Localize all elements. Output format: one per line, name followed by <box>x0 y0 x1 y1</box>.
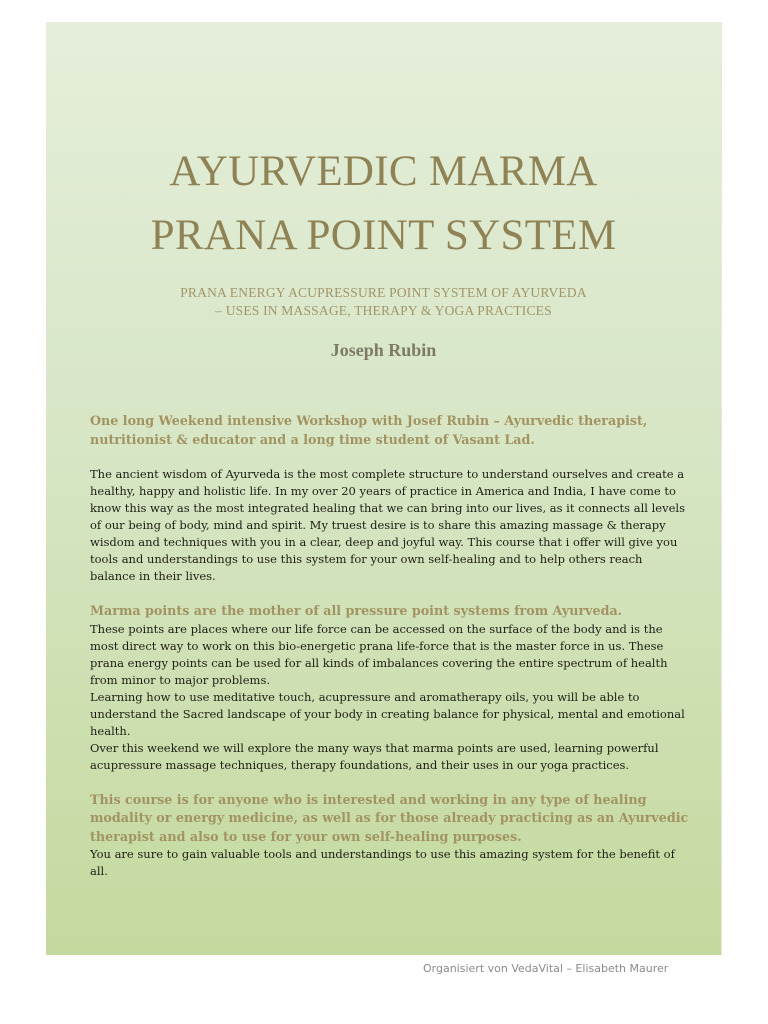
subtitle <box>46 284 721 320</box>
title-line-2: PRANA POINT SYSTEM <box>150 212 617 259</box>
spacer <box>90 449 690 466</box>
marma-paragraph-1: These points are places where our life force can be accessed on the surface of the body and is the most direct way to work on this bio-energetic prana life-force that is the master force in us. These prana energy points can be used for all kinds of imbalances covering the entire spectrum of health from minor to major problems. <box>90 621 668 687</box>
flyer-panel <box>46 22 722 955</box>
spacer <box>90 774 690 791</box>
spacer <box>90 585 690 602</box>
marma-heading: Marma points are the mother of all pressure point systems from Ayurveda. <box>90 603 623 618</box>
footer-organizer: Organisiert von VedaVital – Elisabeth Maurer <box>423 962 669 975</box>
author-name: Joseph Rubin <box>330 340 437 360</box>
page-title <box>46 140 721 268</box>
course-paragraph: You are sure to gain valuable tools and understandings to use this amazing system for the benefit of all. <box>90 847 675 878</box>
intro-paragraph: The ancient wisdom of Ayurveda is the most complete structure to understand ourselves and create a healthy, happy and holistic life. In my over 20 years of practice in America and India, I have come to know this way as the most integrated healing that we can bring into our lives, as it connects all levels of our being of body, mind and spirit. My truest desire is to share this amazing massage & therapy wisdom and techniques with you in a clear, deep and joyful way. This course that i offer will give you tools and understandings to use this system for your own self-healing and to help others reach balance in their lives. <box>90 467 685 583</box>
marma-paragraph-3: Over this weekend we will explore the many ways that marma points are used, learning powerful acupressure massage techniques, therapy foundations, and their uses in our yoga practices. <box>90 740 659 772</box>
course-heading: This course is for anyone who is interested and working in any type of healing modality or energy medicine, as well as for those already practicing as an Ayurvedic therapist and also to use for your own self-healing purposes. <box>90 791 689 844</box>
title-line-1: AYURVEDIC MARMA <box>169 148 598 195</box>
subtitle-line-2: – USES IN MASSAGE, THERAPY & YOGA PRACTICES <box>215 303 552 318</box>
body-content <box>90 412 690 880</box>
subtitle-line-1: PRANA ENERGY ACUPRESSURE POINT SYSTEM OF AYURVEDA <box>180 285 587 300</box>
marma-paragraph-2: Learning how to use meditative touch, acupressure and aromatherapy oils, you will be able to understand the Sacred landscape of your body in creating balance for physical, mental and emotional health. <box>90 689 685 738</box>
intro-heading: One long Weekend intensive Workshop with Josef Rubin – Ayurvedic therapist, nutritionist & educator and a long time student of Vasant Lad. <box>90 413 648 447</box>
